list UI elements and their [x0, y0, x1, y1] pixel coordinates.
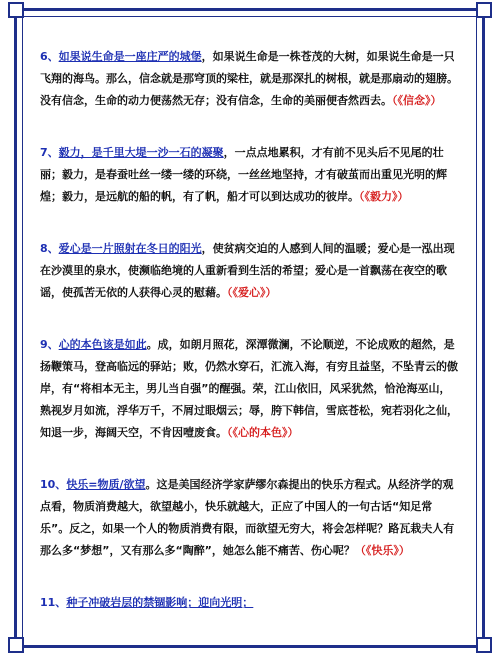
- paragraph-number: 9、: [40, 338, 59, 351]
- paragraph-tag: （《心的本色》）: [227, 426, 299, 439]
- corner-ornament-bottom-left: [8, 637, 24, 653]
- paragraph-number: 7、: [40, 146, 59, 159]
- paragraph-text: ，一点点地累积，才有前不见头后不见尾的壮丽；毅力，是春蚕吐丝一缕一缕的环绕，一丝丝地坚持，才有破茧而出重见光明的辉煌；毅力，是远航的船的帆，有了帆，船才可以到达成功的彼岸。: [40, 146, 447, 203]
- paragraph-title: 心的本色该是如此: [58, 338, 147, 351]
- paragraph-tag: （《毅力》）: [359, 190, 409, 203]
- paragraph-10: [40, 474, 460, 562]
- paragraph-11: [40, 592, 460, 614]
- paragraph-title: 如果说生命是一座庄严的城堡: [58, 50, 202, 63]
- paragraph-number: 8、: [40, 242, 59, 255]
- paragraph-9: [40, 334, 460, 444]
- paragraph-number: 10、: [40, 478, 67, 491]
- paragraph-title: 快乐=物质/欲望: [66, 478, 146, 491]
- paragraph-tag: （《爱心》）: [227, 286, 277, 299]
- paragraph-text: 。成，如朗月照花，深潭微澜，不论顺逆，不论成败的超然，是扬鞭策马，登高临远的驿站；败，仍然水穿石，汇流入海，有穷且益坚，不坠青云的傲岸，有“将相本无主，男儿当自强”的醒强。荣，江山依旧，风采犹然，恰沧海巫山，熟视岁月如流，浮华万千，不屑过眼烟云；辱，胯下韩信，雪底苍松，宛若羽化之仙，知退一步，海阔天空，不肯因噎废食。: [40, 338, 458, 439]
- paragraph-8: [40, 238, 460, 304]
- paragraph-title: 种子冲破岩层的禁锢影响；迎向光明；: [66, 596, 254, 609]
- paragraph-text: ，如果说生命是一株苍茂的大树，如果说生命是一只飞翔的海鸟。那么，信念就是那穹顶的梁柱，就是那深扎的树根，就是那扇动的翅膀。没有信念，生命的动力便荡然无存；没有信念，生命的美丽便杳然西去。: [40, 50, 458, 107]
- document-body: [40, 46, 460, 614]
- paragraph-text: 。这是美国经济学家萨缪尔森提出的快乐方程式。从经济学的观点看，物质消费越大，欲望越小，快乐就越大，正应了中国人的一句古话“知足常乐”。反之，如果一个人的物质消费有限，而欲望无穷大，将会怎样呢？路瓦栽夫人有那么多“梦想”，又有那么多“陶醉”，她怎么能不痛苦、伤心呢？: [40, 478, 455, 557]
- paragraph-6: [40, 46, 460, 112]
- corner-ornament-top-left: [8, 2, 24, 18]
- paragraph-title: 毅力，是千里大堤一沙一石的凝聚: [58, 146, 224, 159]
- paragraph-text: ，使贫病交迫的人感到人间的温暖；爱心是一泓出现在沙漠里的泉水，使濒临绝境的人重新看到生活的希望；爱心是一首飘荡在夜空的歌谣，使孤苦无依的人获得心灵的慰藉。: [40, 242, 455, 299]
- paragraph-number: 11、: [40, 596, 67, 609]
- paragraph-7: [40, 142, 460, 208]
- paragraph-tag: （《信念》）: [392, 94, 442, 107]
- corner-ornament-top-right: [476, 2, 492, 18]
- paragraph-title: 爱心是一片照射在冬日的阳光: [58, 242, 202, 255]
- corner-ornament-bottom-right: [476, 637, 492, 653]
- paragraph-tag: （《快乐》）: [354, 544, 410, 557]
- paragraph-number: 6、: [40, 50, 59, 63]
